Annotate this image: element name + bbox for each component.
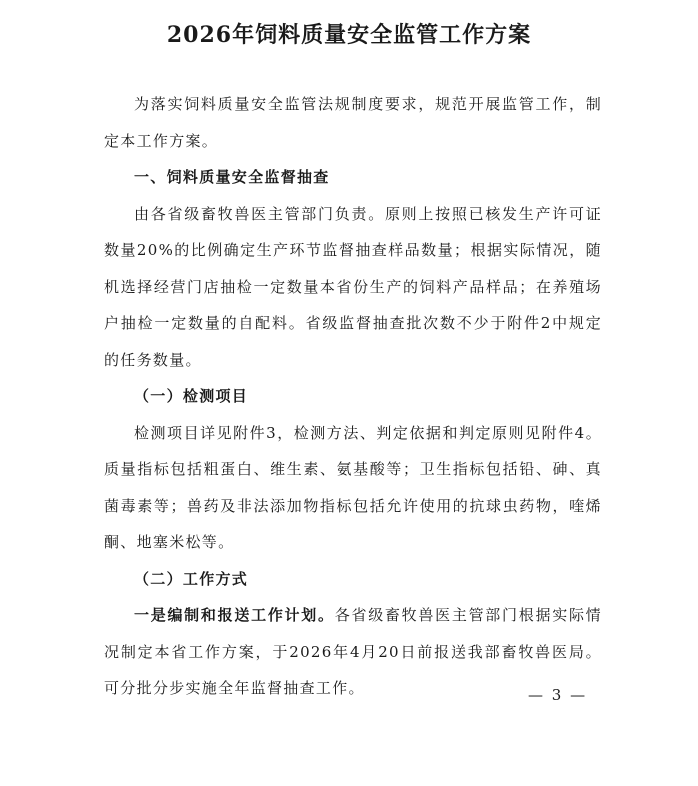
- subsection-paragraph-test-items: 检测项目详见附件3，检测方法、判定依据和判定原则见附件4。质量指标包括粗蛋白、维生素、氨基酸等；卫生指标包括铅、砷、真菌毒素等；兽药及非法添加物指标包括允许使用的抗球虫药物，喹烯酮、地塞米松等。: [104, 423, 602, 551]
- section-heading-supervision-sampling: 一、饲料质量安全监督抽查: [134, 168, 330, 186]
- subsection-heading-test-items: （一）检测项目: [134, 387, 249, 405]
- work-plan-text: 各省级畜牧兽医主管部门根据实际情况制定本省工作方案，于2026年4月20日前报送我部畜牧兽医局。可分批分步实施全年监督抽查工作。: [104, 606, 602, 697]
- subsection-heading-work-methods: （二）工作方式: [134, 569, 249, 588]
- document-body: [104, 86, 602, 707]
- intro-paragraph: 为落实饲料质量安全监管法规制度要求，规范开展监管工作，制定本工作方案。: [104, 95, 602, 150]
- document-title: 2026年饲料质量安全监管工作方案: [166, 22, 532, 48]
- page-number: — 3 —: [528, 686, 588, 704]
- work-plan-lead: 一是编制和报送工作计划。: [134, 606, 335, 624]
- section-paragraph-supervision-sampling: 由各省级畜牧兽医主管部门负责。原则上按照已核发生产许可证数量20%的比例确定生产环节监督抽查样品数量；根据实际情况，随机选择经营门店抽检一定数量本省份生产的饲料产品样品；在养殖场户抽检一定数量的自配料。省级监督抽查批次数不少于附件2中规定的任务数量。: [104, 204, 602, 369]
